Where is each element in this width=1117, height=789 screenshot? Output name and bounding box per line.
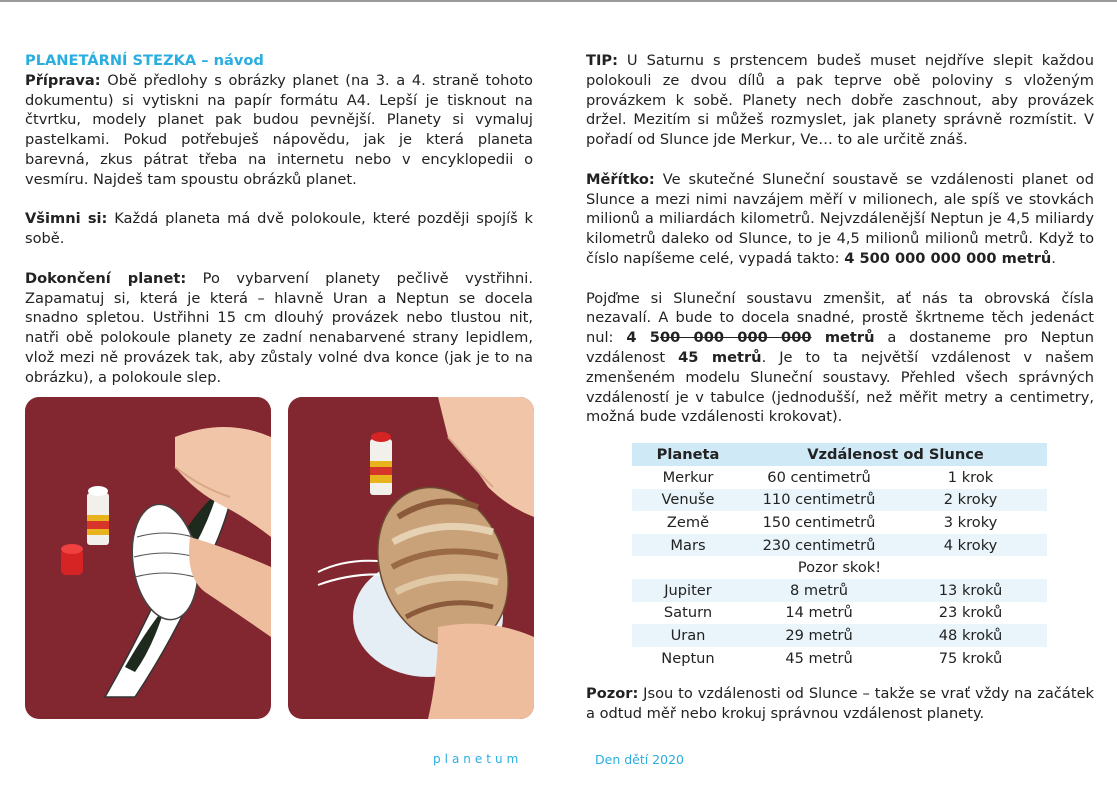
cell-planet: Neptun <box>632 647 744 670</box>
text-tip: U Saturnu s prstencem budeš muset nejdříve slepit každou polokouli ze dvou dílů a pak teprve obě poloviny s vloženým provázkem k sobě. Planety nech dobře zaschnout, aby provázek držel. Mezitím si můžeš rozmyslet, jak planety správně rozmístit. V pořadí od Slunce jde Merkur, Ve… to ale určitě znáš. <box>586 52 1094 149</box>
cell-steps: 13 kroků <box>894 579 1047 602</box>
cell-steps: 48 kroků <box>894 624 1047 647</box>
distance-table <box>632 443 1047 669</box>
footer-brand-logo: planetum <box>433 752 523 766</box>
cell-steps: 1 krok <box>894 466 1047 489</box>
cell-distance: 29 metrů <box>744 624 894 647</box>
text-zmensit-1: Pojďme si Sluneční soustavu zmenšit, ať nás ta obrovská čísla nezavalí. A bude to docela snadné, prostě škrtneme těch jedenáct nul: <box>586 289 1094 347</box>
cell-distance: 150 centimetrů <box>744 511 894 534</box>
label-vsimni: Všimni si: <box>25 210 108 228</box>
left-column <box>25 51 533 388</box>
label-priprava: Příprava: <box>25 71 101 89</box>
cell-planet: Uran <box>632 624 744 647</box>
zmensit-number-2: 45 metrů <box>678 348 762 366</box>
table-row <box>632 466 1047 489</box>
text-dokonceni: Po vybarvení planety pečlivě vystřihni. Zapamatuj si, která je která – hlavně Uran a Neptun se docela snadno spletou. Ustřihni 15 cm dlouhý provázek nebo tlustou nit, natři obě polokoule planety ze zadní nenabarvené strany lepidlem, vlož mezi ně provázek tak, aby zůstaly volné dva konce (jak je to na obrázku), a polokoule slep. <box>25 269 533 386</box>
paragraph-priprava <box>25 71 533 190</box>
paragraph-meritko <box>586 170 1094 269</box>
paragraph-zmensit <box>586 289 1094 428</box>
table-row <box>632 511 1047 534</box>
table-row <box>632 489 1047 512</box>
footer-event: Den dětí 2020 <box>595 752 684 767</box>
cell-steps: 23 kroků <box>894 602 1047 625</box>
photo-saturn-gluing <box>25 397 271 719</box>
zmensit-number-b: metrů <box>811 329 875 347</box>
cell-distance: 14 metrů <box>744 602 894 625</box>
cell-steps: 75 kroků <box>894 647 1047 670</box>
zmensit-number-struck: 00 000 000 000 <box>659 329 812 347</box>
cell-distance: 45 metrů <box>744 647 894 670</box>
meritko-end: . <box>1051 249 1056 267</box>
paragraph-dokonceni <box>25 269 533 388</box>
text-zmensit-3: . Je to ta největší vzdálenost v našem zmenšeném modelu Sluneční soustavy. Přehled všech správných vzdáleností je v tabulce (jednodušší, než měřit metry a centimetry, možná bude vzdálenosti krokovat). <box>586 348 1095 426</box>
cell-note: Pozor skok! <box>632 556 1047 579</box>
text-meritko: Ve skutečné Sluneční soustavě se vzdálenosti planet od Slunce a mezi nimi navzájem měří v milionech, ale spíš ve stovkách milionů a miliardách kilometrů. Nejvzdálenější Neptun je 4,5 miliardy kilometrů daleko od Slunce, to je 4,5 milionů milionů metrů. Když to číslo napíšeme celé, vypadá takto: <box>586 170 1094 267</box>
cell-steps: 4 kroky <box>894 534 1047 557</box>
paragraph-pozor <box>586 684 1094 724</box>
table-header-row <box>632 443 1047 466</box>
page-title: PLANETÁRNÍ STEZKA – návod <box>25 52 264 69</box>
text-vsimni: Každá planeta má dvě polokoule, které později spojíš k sobě. <box>25 210 534 248</box>
cell-planet: Jupiter <box>632 579 744 602</box>
text-zmensit-2: a dostaneme pro Neptun vzdálenost <box>586 329 1094 366</box>
cell-planet: Mars <box>632 534 744 557</box>
label-pozor: Pozor: <box>586 685 639 702</box>
label-tip: TIP: <box>586 52 618 69</box>
cell-steps: 2 kroky <box>894 489 1047 512</box>
table-row <box>632 624 1047 647</box>
table-row <box>632 534 1047 557</box>
paragraph-vsimni <box>25 209 533 249</box>
table-row-note <box>632 556 1047 579</box>
right-column <box>586 51 1094 427</box>
header-distance: Vzdálenost od Slunce <box>744 443 1047 466</box>
cell-planet: Venuše <box>632 489 744 512</box>
table-row <box>632 579 1047 602</box>
meritko-number: 4 500 000 000 000 metrů <box>844 249 1052 267</box>
table-row <box>632 647 1047 670</box>
top-rule <box>0 0 1117 2</box>
photo-jupiter-string <box>288 397 534 719</box>
cell-planet: Země <box>632 511 744 534</box>
text-pozor: Jsou to vzdálenosti od Slunce – takže se vrať vždy na začátek a odtud měř nebo krokuj správnou vzdálenost planety. <box>586 685 1094 722</box>
cell-distance: 60 centimetrů <box>744 466 894 489</box>
table-row <box>632 602 1047 625</box>
cell-planet: Merkur <box>632 466 744 489</box>
cell-distance: 8 metrů <box>744 579 894 602</box>
paragraph-tip <box>586 51 1094 150</box>
zmensit-number-a: 4 5 <box>626 329 660 347</box>
text-priprava: Obě předlohy s obrázky planet (na 3. a 4. straně tohoto dokumentu) si vytiskni na papír formátu A4. Lepší je tisknout na čtvrtku, modely planet pak budou pevnější. Planety si vymaluj pastelkami. Pokud potřebuješ nápovědu, jak je která planeta barevná, zkus pátrat třeba na internetu nebo v encyklopedii o vesmíru. Najdeš tam spoustu obrázků planet. <box>25 71 533 188</box>
cell-planet: Saturn <box>632 602 744 625</box>
cell-distance: 110 centimetrů <box>744 489 894 512</box>
label-dokonceni: Dokončení planet: <box>25 269 187 287</box>
cell-steps: 3 kroky <box>894 511 1047 534</box>
label-meritko: Měřítko: <box>586 170 655 188</box>
header-planet: Planeta <box>632 443 744 466</box>
cell-distance: 230 centimetrů <box>744 534 894 557</box>
